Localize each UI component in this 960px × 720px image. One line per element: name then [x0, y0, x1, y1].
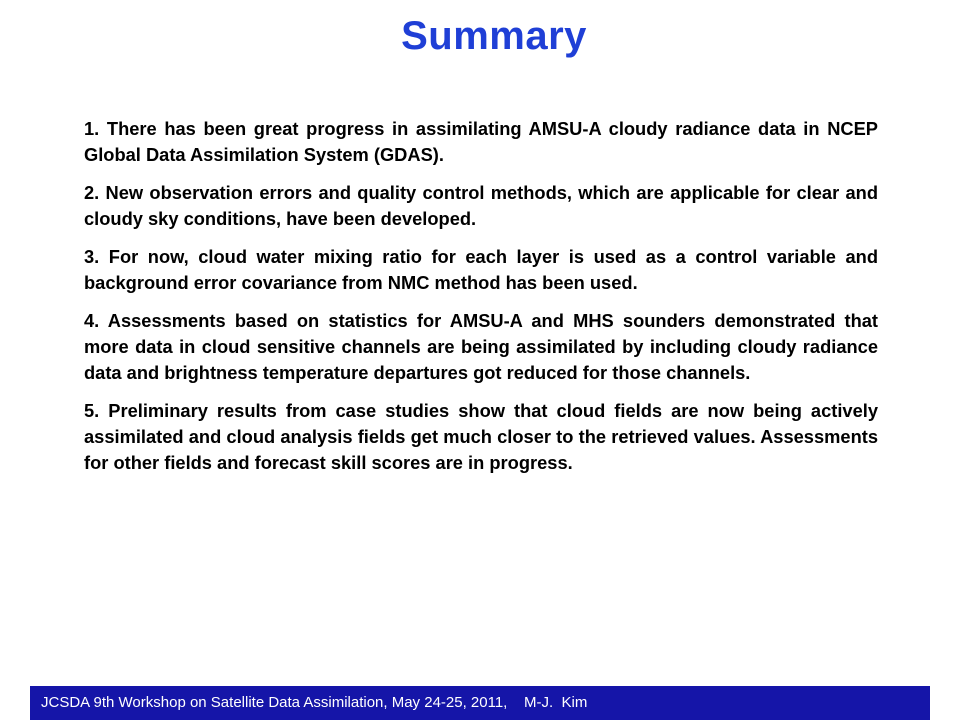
footer-bar	[30, 686, 930, 720]
summary-list	[84, 116, 878, 488]
summary-item-5: 5. Preliminary results from case studies show that cloud fields are now being actively assimilated and cloud analysis fields get much closer to the retrieved values. Assessments for other fields and forecast skill scores are in progress.	[84, 400, 878, 473]
summary-item-3: 3. For now, cloud water mixing ratio for each layer is used as a control variable and background error covariance from NMC method has been used.	[84, 246, 878, 293]
summary-item-1: 1. There has been great progress in assimilating AMSU-A cloudy radiance data in NCEP Global Data Assimilation System (GDAS).	[84, 118, 878, 165]
summary-item-2: 2. New observation errors and quality control methods, which are applicable for clear and cloudy sky conditions, have been developed.	[84, 182, 878, 229]
slide-title: Summary	[401, 14, 587, 58]
footer-text: JCSDA 9th Workshop on Satellite Data Assimilation, May 24-25, 2011, M-J. Kim	[41, 694, 588, 711]
summary-item-4: 4. Assessments based on statistics for AMSU-A and MHS sounders demonstrated that more data in cloud sensitive channels are being assimilated by including cloudy radiance data and brightness temperature departures got reduced for those channels.	[84, 310, 878, 383]
